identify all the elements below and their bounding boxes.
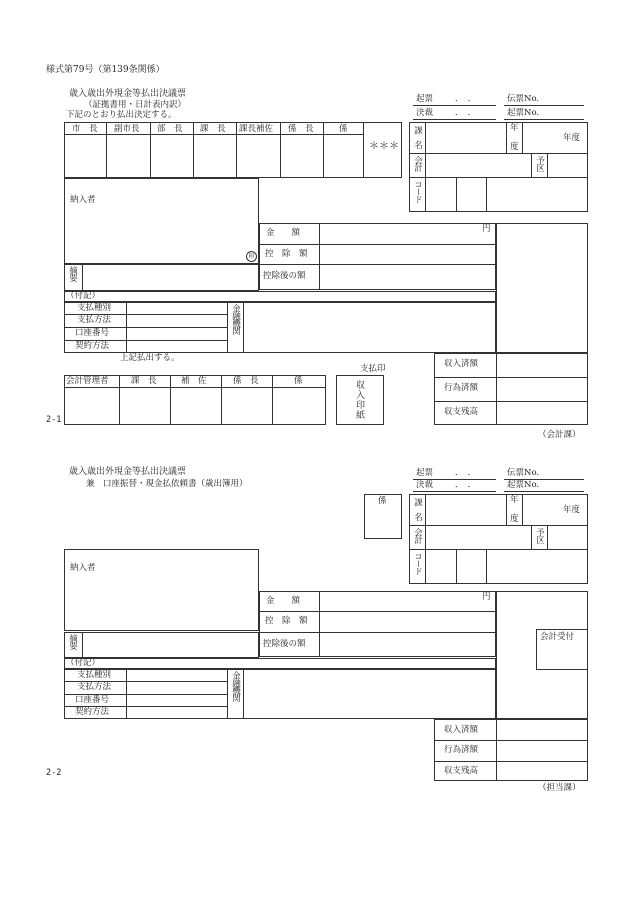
right-panel [496, 223, 588, 353]
seal-icon: 印 [246, 251, 257, 262]
form2-kippyo-date: ． ． [455, 468, 477, 478]
notes-row [64, 291, 496, 302]
department-accounting: （会計課） [538, 430, 581, 440]
approver-bucho: 部 長 [157, 124, 183, 134]
ka-mei-label: 課名 [412, 126, 423, 155]
form2-bank-label: 金融機関 [230, 671, 241, 701]
form1-subtitle: （証拠書用・日計表内訳） [84, 100, 187, 110]
yen-unit: 円 [482, 224, 491, 234]
form2-yen-unit: 円 [482, 592, 491, 602]
committed-amount-label: 行為済額 [444, 383, 479, 393]
form2-account-number-label: 口座番号 [75, 695, 110, 705]
form2-received-amount-label: 収入済額 [444, 725, 479, 735]
approver-kakaricho: 係 長 [288, 124, 314, 134]
after-deduction-label: 控除後の額 [263, 271, 306, 281]
kessai-date: ． ． [455, 108, 477, 118]
form2-ka-mei-label: 課名 [412, 498, 423, 527]
form2-after-deduction-label: 控除後の額 [263, 639, 306, 649]
form2-kippyo-label: 起票 [416, 468, 434, 478]
bottom-hosa-label: 補 佐 [181, 376, 207, 386]
summary-label: 摘要 [67, 266, 78, 281]
form2-do-label: 度 [510, 514, 519, 524]
form2-subtitle: 兼 口座振替・現金払依頼書（歳出簿用） [86, 479, 248, 489]
form2-committed-amount-label: 行為済額 [444, 745, 479, 755]
kippyo-date: ． ． [455, 94, 477, 104]
form2-nendo-label: 年度 [563, 505, 581, 515]
code-label: コード [412, 180, 423, 203]
nendo-label: 年度 [563, 133, 581, 143]
approver-fukushicho: 副市長 [114, 124, 140, 134]
received-amount-label: 収入済額 [444, 359, 479, 369]
kaikei-label: 会計 [412, 156, 423, 171]
form-number-label: 様式第79号（第139条関係） [46, 65, 165, 75]
form2-summary-label: 摘要 [67, 634, 78, 649]
revenue-stamp-label: 収入印紙 [354, 380, 364, 420]
balance-label: 収支残高 [444, 407, 479, 417]
form2-title: 歳入歳出外現金等払出決議票 [69, 467, 187, 477]
form2-kessai-date: ． ． [455, 480, 477, 490]
form2-notes-row [64, 658, 496, 669]
form2-balance-label: 収支残高 [444, 766, 479, 776]
form2-department-code-block [409, 494, 588, 584]
kippyo-no-label: 起票No. [507, 108, 540, 118]
form2-kessai-label: 決裁 [416, 480, 434, 490]
form2-nen-label: 年 [510, 495, 519, 505]
form2-payee-label: 納入者 [70, 563, 96, 573]
approver-kachohosa: 課長補佐 [239, 124, 274, 134]
contract-method-label: 契約方法 [75, 341, 110, 351]
form2-code-label: コード [412, 552, 423, 575]
form2-payment-type-label: 支払種別 [77, 670, 112, 680]
form2-payment-method-label: 支払方法 [77, 682, 112, 692]
form2-summary-box [64, 632, 259, 658]
yo-ku-label: 予区 [534, 156, 545, 171]
bottom-kacho-label: 課 長 [131, 376, 157, 386]
approver-kacho: 課 長 [200, 124, 226, 134]
bottom-kakari-label: 係 [294, 376, 303, 386]
form2-denpyo-no-label: 伝票No. [507, 468, 540, 478]
form1-title: 歳入歳出外現金等払出決議票 [69, 89, 187, 99]
form2-deduction-label: 控 除 額 [265, 616, 308, 626]
form2-yo-ku-label: 予区 [534, 528, 545, 543]
kippyo-label: 起票 [416, 94, 434, 104]
nen-label: 年 [510, 123, 519, 133]
denpyo-no-label: 伝票No. [507, 94, 540, 104]
form2-payee-area [64, 549, 259, 631]
account-number-label: 口座番号 [75, 328, 110, 338]
form1-instruction: 下記のとおり払出決定する。 [66, 110, 177, 120]
form2-kakari-label: 係 [378, 496, 387, 506]
stars-mark: ＊＊＊ [369, 141, 399, 152]
form2-amount-label: 金 額 [266, 596, 301, 606]
deduction-label: 控 除 額 [265, 249, 308, 259]
payment-method-label: 支払方法 [77, 315, 112, 325]
bank-label: 金融機関 [230, 304, 241, 334]
approver-shicho: 市 長 [72, 124, 98, 134]
accounting-manager-label: 会計管理者 [66, 376, 109, 386]
approver-kakari: 係 [339, 124, 348, 134]
notes-label: （付記） [66, 291, 101, 301]
summary-box [64, 264, 259, 291]
payment-seal-label: 支払印 [360, 364, 386, 374]
department-in-charge: （担当課） [538, 783, 581, 793]
payee-label: 納入者 [70, 195, 96, 205]
page-number-2: 2-2 [46, 768, 62, 778]
amount-label: 金 額 [266, 228, 301, 238]
do-label: 度 [510, 142, 519, 152]
page-number-1: 2-1 [46, 415, 62, 425]
department-code-block [409, 122, 588, 212]
accounting-reception-label: 会計受付 [540, 632, 575, 642]
bottom-kakaricho-label: 係 長 [233, 376, 259, 386]
form2-notes-label: （付記） [66, 658, 101, 668]
form2-kaikei-label: 会計 [412, 528, 423, 543]
form2-contract-method-label: 契約方法 [75, 707, 110, 717]
payout-statement: 上記払出する。 [120, 353, 180, 363]
form2-kippyo-no-label: 起票No. [507, 480, 540, 490]
payment-type-label: 支払種別 [77, 303, 112, 313]
payee-area [64, 178, 259, 264]
kessai-label: 決裁 [416, 108, 434, 118]
